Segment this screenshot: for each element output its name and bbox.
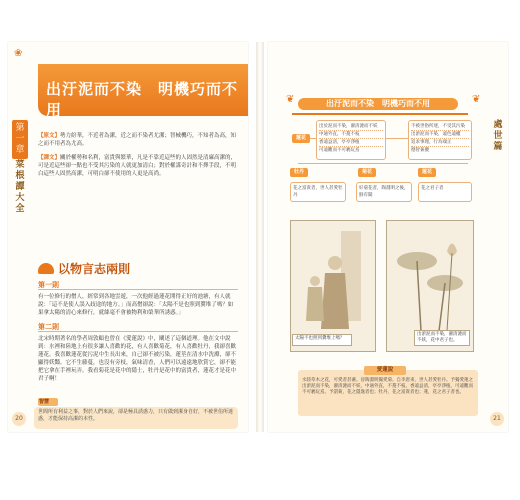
translation-text (38, 154, 238, 178)
right-page (268, 42, 508, 432)
page-number: 21 (490, 412, 504, 426)
caption-right: 出淤泥而不染，濯清漣而不妖，花中君子也。 (414, 330, 470, 346)
original-text (38, 132, 238, 148)
panel-heading: 愛蓮說 (364, 366, 406, 375)
page-number: 20 (12, 412, 26, 426)
flourish-icon: ❦ (286, 94, 295, 105)
story1-text: 有一位修行的僧人，經常到各地雲遊，一次他經過蓮花開得正好的池塘，有人就說：「這不是使人誤入歧途的地方。」而高僧卻說：「太陽不是也照到糞堆了嗎？如果拿太陽的清心來修行，就絲毫不會被物利和榮華所誘惑。」 (38, 294, 234, 316)
tag-lotus: 蓮花 (292, 134, 310, 143)
peony-box: 花之富貴者，世人甚愛牡丹 (290, 182, 346, 202)
section-tab: 處世篇 (493, 120, 503, 152)
divider (38, 289, 238, 290)
lotus-trait: 出於泥而不染，濯清漣而不妖 (319, 123, 383, 131)
story2-title: 第二則 (38, 323, 59, 331)
translation-body: 關於權勢和名利，富貴與繁華，凡是不靠近這些的人固然是清廉高潔的，可是近這些卻一點也不受其污染的人就更加清白；對於權謀奇計和不擇手段，不明白這些人固然高潔，可明白卻不使用的人更是高尚。 (38, 155, 237, 177)
virtue-item: 出淤泥而不染，遠色遠權 (411, 131, 469, 139)
left-page (8, 42, 248, 432)
banner-title: 出汙泥而不染 明機巧而不用 (46, 80, 239, 119)
tag-peony: 牡丹 (290, 168, 308, 177)
virtue-item: 不被世俗所迷，不受其污染 (411, 123, 469, 131)
translation-label: 【譯文】 (38, 155, 61, 161)
flourish-icon: ❦ (472, 94, 481, 105)
ai-lian-shuo-panel (298, 367, 478, 416)
lotus-traits-box (316, 120, 386, 160)
story1-title: 第一則 (38, 281, 59, 289)
book-title-tab: 菜根譚大全 (15, 160, 25, 214)
chrysanthemum-box: 好菊花者，陶淵明之後，鮮有聞 (356, 182, 412, 202)
tag-lotus-2: 蓮花 (418, 168, 436, 177)
virtue-box (408, 120, 472, 160)
corner-ornament-icon: ❀ (14, 48, 23, 59)
book-gutter (256, 42, 264, 432)
lotus-trait: 可遠觀而不可褻玩焉 (319, 148, 360, 153)
monk-illustration (290, 220, 376, 352)
mindmap-title (292, 98, 468, 115)
note-label-text: 智慧 (39, 399, 50, 405)
mindmap-title-text: 出汙泥而不染 明機巧而不用 (298, 98, 458, 110)
lotus-trait: 香遠益清，亭亭淨植 (319, 139, 383, 147)
lotus-trait: 中通外直，不蔓不枝 (319, 131, 383, 139)
tag-chrysanthemum: 菊花 (358, 168, 376, 177)
note-box: 世間所有利益之事，對於人們來說，卻是極具誘惑力，只有做到潔身自好，不被世俗所迷惑，才能保持高潔的本性。 (34, 407, 238, 429)
note-label (38, 398, 58, 406)
virtue-item: 追求事理，行為端正 (411, 139, 469, 147)
monk-drawing (291, 221, 375, 351)
story2-text: 北宋時期著名的學者周敦頤也曾在《愛蓮說》中，闡述了這個道理。他在文中說到：水裡和陸地上有很多讓人喜歡的花，有人喜歡菊花，有人喜歡牡丹，我卻喜歡蓮花。我喜歡蓮花從污泥中生長出來，自己卻不被污染，蓮莖在清水中洗滌，卻不顯得妖豔。它不生藤蔓，也沒有旁枝，氣味清香，人們可以遠遠地欣賞它，卻不能把它拿在手裡玩弄。我看菊花是花中的隱士，牡丹是花中的富貴者，蓮花才是花中君子啊！ (38, 336, 237, 382)
section-heading-text: 以物言志兩則 (58, 262, 131, 276)
section-heading (38, 260, 130, 277)
lotus2-box: 花之君子者 (418, 182, 472, 202)
chapter-tab: 第一章 (12, 120, 28, 159)
original-label: 【原文】 (38, 133, 61, 139)
virtue-item: 德智兼優 (411, 148, 429, 153)
chapter-banner (38, 64, 248, 119)
caption-left: 太陽不也照到糞堆上嗎？ (292, 334, 352, 346)
connector (386, 138, 408, 139)
connector (298, 163, 468, 164)
fan-icon (38, 263, 54, 274)
divider (38, 331, 238, 332)
original-body: 勢力紛華，不近者為潔，近之而不染者尤潔；智械機巧，不知者為高，知之而不用者為尤高。 (38, 133, 237, 147)
connector (310, 138, 316, 139)
panel-text: 水陸草木之花，可愛者甚蕃。晉陶淵明獨愛菊。自李唐來，世人甚愛牡丹。予獨愛蓮之出淤泥而不染，濯清漣而不妖，中通外直，不蔓不枝，香遠益清，亭亭淨植，可遠觀而不可褻玩焉。予謂菊，花之隱逸者也；牡丹，花之富貴者也；蓮，花之君子者也。 (302, 378, 473, 395)
